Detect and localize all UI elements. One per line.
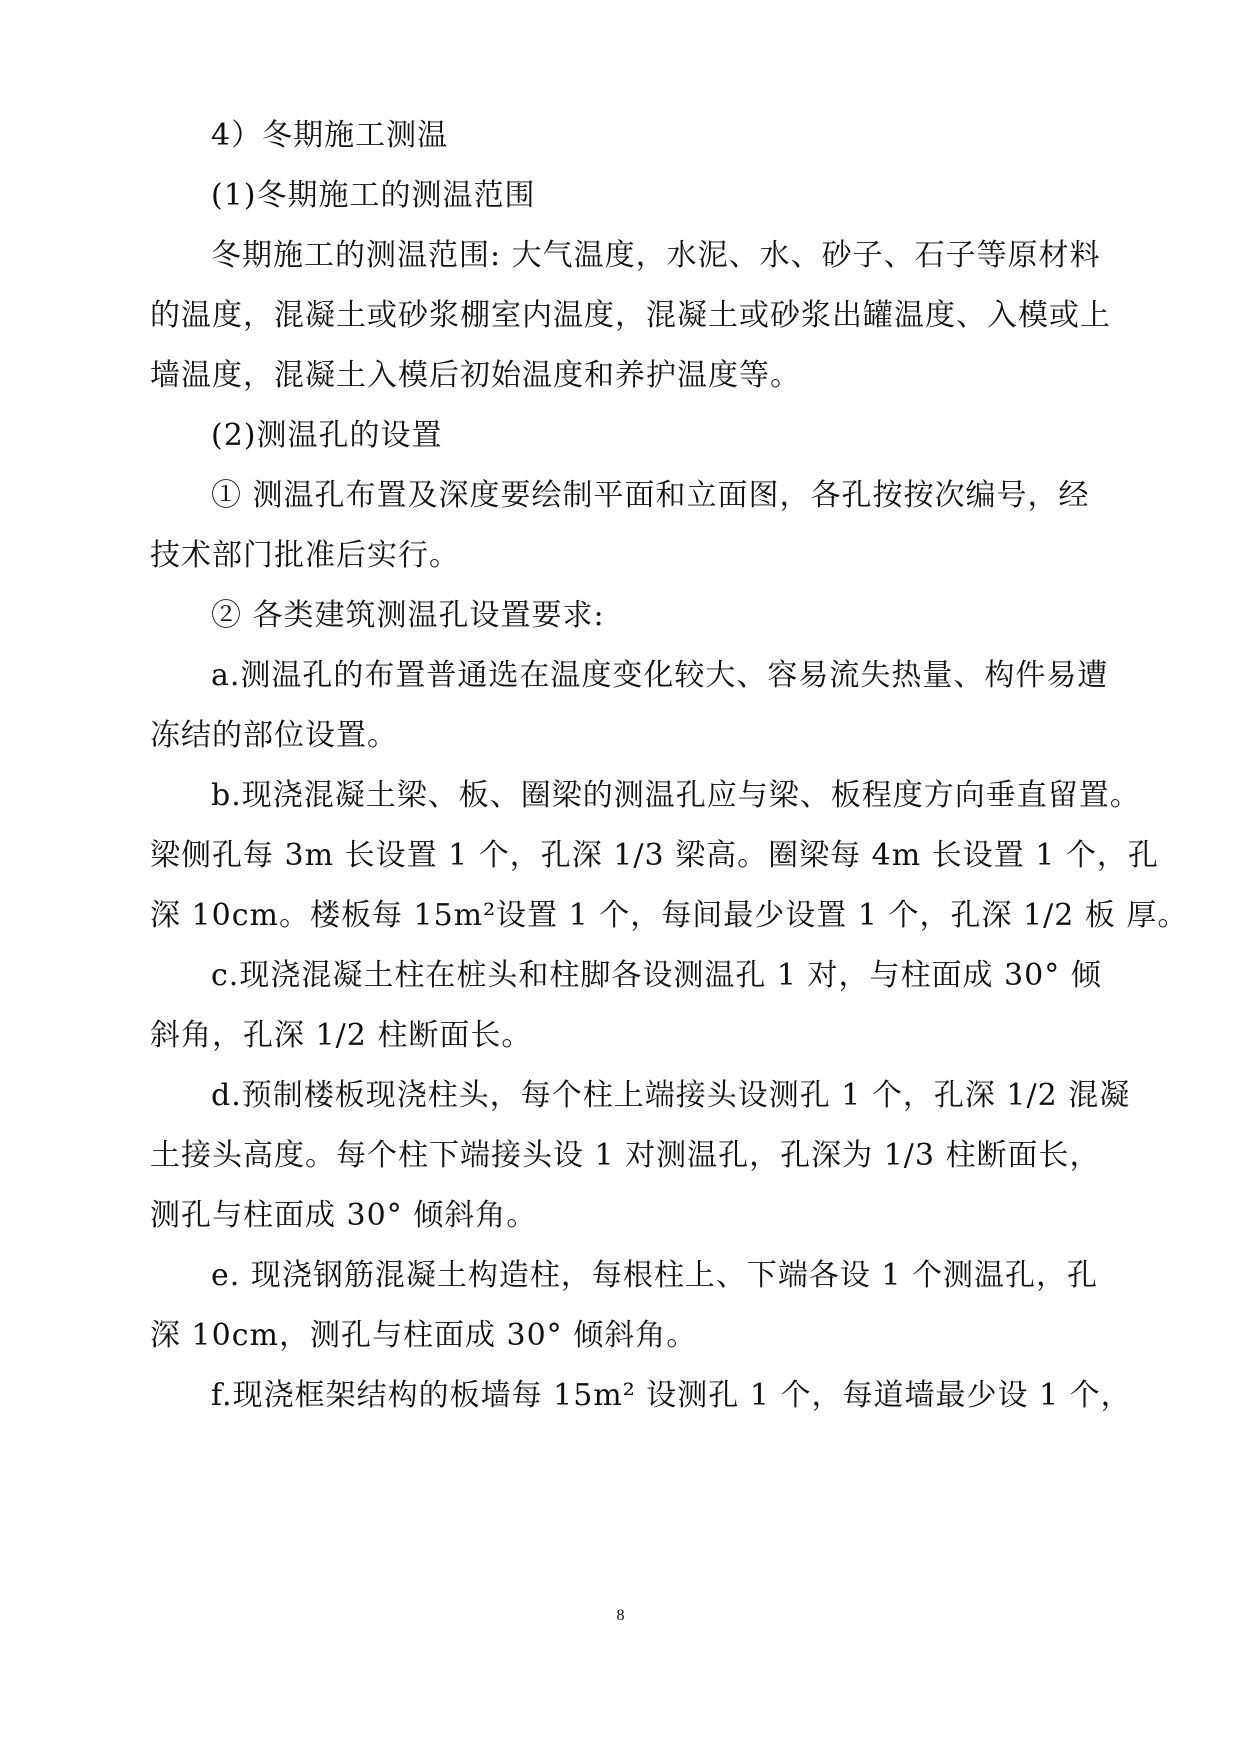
paragraph-line: 冬期施工的测温范围: 大气温度，水泥、水、砂子、石子等原材料	[211, 238, 1101, 273]
paragraph-line: ① 测温孔布置及深度要绘制平面和立面图，各孔按按次编号，经	[211, 478, 1090, 513]
paragraph-line: 墙温度，混凝土入模后初始温度和养护温度等。	[150, 358, 801, 393]
paragraph-line: 深 10cm。楼板每 15m²设置 1 个，每间最少设置 1 个，孔深 1/2 板 厚。	[150, 898, 1189, 933]
paragraph-line: e. 现浇钢筋混凝土构造柱，每根柱上、下端各设 1 个测温孔，孔	[211, 1258, 1098, 1293]
paragraph-line: 深 10cm，测孔与柱面成 30° 倾斜角。	[150, 1318, 698, 1353]
subsection-heading: (2)测温孔的设置	[211, 418, 443, 453]
paragraph-line: 梁侧孔每 3m 长设置 1 个，孔深 1/3 梁高。圈梁每 4m 长设置 1 个，孔	[150, 838, 1159, 873]
paragraph-line: 斜角，孔深 1/2 柱断面长。	[150, 1018, 533, 1053]
paragraph-line: 土接头高度。每个柱下端接头设 1 对测温孔，孔深为 1/3 柱断面长，	[150, 1138, 1101, 1173]
paragraph-line: 的温度，混凝土或砂浆棚室内温度，混凝土或砂浆出罐温度、入模或上	[150, 298, 1111, 333]
section-heading: 4）冬期施工测温	[211, 118, 449, 153]
subsection-heading: (1)冬期施工的测温范围	[211, 178, 536, 213]
paragraph-line: ② 各类建筑测温孔设置要求:	[211, 598, 605, 633]
page-number: 8	[616, 1607, 625, 1624]
paragraph-line: d.预制楼板现浇柱头，每个柱上端接头设测孔 1 个，孔深 1/2 混凝	[211, 1078, 1131, 1113]
paragraph-line: 冻结的部位设置。	[150, 718, 398, 753]
paragraph-line: f.现浇框架结构的板墙每 15m² 设测孔 1 个，每道墙最少设 1 个，	[211, 1378, 1132, 1413]
paragraph-line: a.测温孔的布置普通选在温度变化较大、容易流失热量、构件易遭	[211, 658, 1109, 693]
paragraph-line: 测孔与柱面成 30° 倾斜角。	[150, 1198, 538, 1233]
paragraph-line: 技术部门批准后实行。	[150, 538, 460, 573]
paragraph-line: b.现浇混凝土梁、板、圈梁的测温孔应与梁、板程度方向垂直留置。	[211, 778, 1141, 813]
paragraph-line: c.现浇混凝土柱在桩头和柱脚各设测温孔 1 对，与柱面成 30° 倾	[211, 958, 1102, 993]
